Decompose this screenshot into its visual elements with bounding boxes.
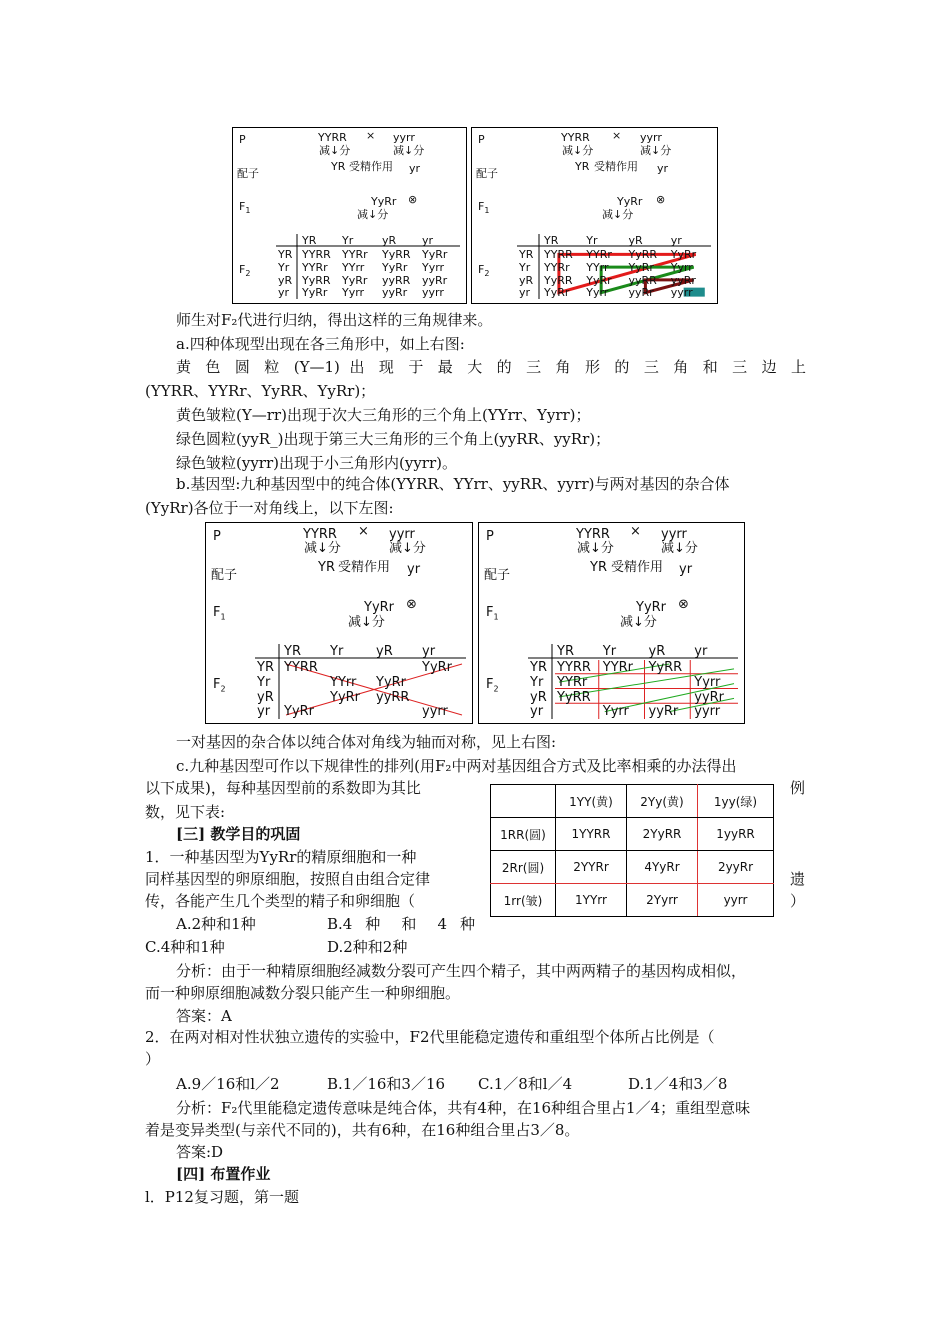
- section-heading: [四] 布置作业: [176, 1165, 271, 1183]
- self-cross-symbol: ⊗: [656, 193, 666, 206]
- gamete-column-header: YR: [557, 644, 574, 659]
- paragraph: 以下成果)，每种基因型前的系数即为其比: [145, 779, 421, 797]
- punnett-cell: yyRR: [376, 689, 410, 705]
- question-text: ）: [790, 892, 806, 910]
- generation-f2-label: $F_2$: [478, 263, 490, 279]
- gamete-label: 配子: [237, 167, 259, 180]
- punnett-cell: YyRr: [670, 248, 697, 261]
- analysis-text: 分析：F₂代里能稳定遗传意味是纯合体，共有4种，在16种组合里占1／4；重组型意味: [176, 1099, 751, 1117]
- punnett-cell: YyRr: [422, 660, 453, 675]
- meiosis-label: 减↓分: [620, 615, 657, 630]
- table-cell: 1yy(绿): [698, 785, 774, 818]
- gamete-row-header: yr: [278, 286, 290, 300]
- cross-symbol: ×: [358, 524, 369, 539]
- punnett-cell: YyRR: [544, 273, 573, 287]
- option: B.1／16和3／16: [327, 1075, 446, 1093]
- generation-f1-label: $F_1$: [239, 200, 251, 216]
- punnett-cell: Yyrr: [342, 286, 365, 300]
- meiosis-label: 减↓分: [577, 541, 614, 556]
- punnett-cell: yyRr: [648, 704, 679, 720]
- gamete-row-header: YR: [530, 660, 547, 675]
- gamete-row-header: Yr: [519, 260, 531, 274]
- option: A.9／16和l／2: [176, 1075, 280, 1093]
- cross-diagram-symmetric: [478, 522, 745, 724]
- punnett-cell: Yyrr: [586, 286, 609, 300]
- cross-diagram-plain: [232, 127, 467, 304]
- paragraph: a.四种体现型出现在各三角形中，如上右图:: [176, 335, 465, 353]
- option: D.2种和2种: [327, 938, 408, 956]
- gamete: yr: [407, 562, 421, 577]
- punnett-cell: yyRR: [382, 273, 411, 287]
- punnett-cell: yyrr: [422, 286, 444, 300]
- meiosis-label: 减↓分: [348, 615, 385, 630]
- gamete-column-header: yr: [422, 234, 434, 247]
- option: C.1／8和l／4: [478, 1075, 573, 1093]
- meiosis-label: 减↓分: [661, 541, 698, 556]
- gamete-row-header: YR: [519, 248, 534, 261]
- gamete: yr: [409, 162, 421, 175]
- gamete-label: 配子: [211, 568, 238, 583]
- gamete-column-header: YR: [544, 234, 559, 247]
- meiosis-label: 减↓分: [389, 541, 426, 556]
- punnett-cell: YyRr: [284, 704, 315, 720]
- punnett-cell: YyRR: [648, 660, 683, 675]
- gamete-column-header: yr: [422, 644, 436, 659]
- punnett-cell: yyRR: [628, 273, 657, 287]
- paragraph: 例: [790, 779, 806, 797]
- gamete-column-header: YR: [284, 644, 301, 659]
- punnett-cell: YyRr: [544, 286, 570, 300]
- meiosis-label: 减↓分: [319, 144, 351, 157]
- paragraph: 黄 色 圆 粒 (Y—1) 出 现 于 最 大 的 三 角 形 的 三 角 和 三 边 上: [176, 358, 806, 376]
- cross-symbol: ×: [612, 129, 622, 142]
- gamete-row-header: yR: [519, 273, 534, 287]
- gamete-row-header: yR: [257, 689, 274, 705]
- punnett-cell: yyrr: [670, 286, 693, 300]
- gamete: yr: [657, 162, 669, 175]
- gamete: YR: [331, 160, 346, 173]
- answer-text: 答案:D: [176, 1143, 224, 1161]
- option: C.4种和1种: [145, 938, 225, 956]
- fertilization-label: 受精作用: [594, 160, 638, 173]
- punnett-cell: YYRr: [586, 248, 612, 261]
- punnett-cell: YyRr: [330, 689, 361, 705]
- homework-item: l．P12复习题，第一题: [145, 1188, 299, 1206]
- analysis-text: 而一种卵原细胞减数分裂只能产生一种卵细胞。: [145, 984, 461, 1002]
- gamete-column-header: YR: [302, 234, 317, 247]
- parent-genotype: YYRR: [318, 131, 347, 144]
- gamete-column-header: yR: [382, 234, 397, 247]
- gamete: YR: [590, 560, 607, 575]
- punnett-cell: YYRr: [557, 674, 588, 690]
- punnett-cell: YyRr: [302, 286, 328, 300]
- option: B.4 种 和 4 种: [327, 915, 475, 933]
- f1-genotype: YyRr: [636, 600, 667, 615]
- question-text: 同样基因型的卵原细胞，按照自由组合定律: [145, 870, 431, 888]
- paragraph: 数，见下表:: [145, 803, 226, 821]
- question-text: 传，各能产生几个类型的精子和卵细胞（: [145, 892, 416, 910]
- gamete-row-header: Yr: [278, 260, 290, 274]
- gamete-column-header: Yr: [602, 644, 617, 659]
- analysis-text: 分析：由于一种精原细胞经减数分裂可产生四个精子，其中两两精子的基因构成相似，: [176, 962, 747, 980]
- meiosis-label: 减↓分: [393, 144, 425, 157]
- parent-genotype: YYRR: [561, 131, 590, 144]
- punnett-cell: YyRR: [557, 689, 591, 705]
- table-cell: 1yyRR: [698, 818, 774, 851]
- gamete-row-header: yr: [257, 704, 271, 720]
- punnett-cell: yyrr: [694, 704, 721, 720]
- table-cell: 2Yy(黄): [627, 785, 698, 818]
- gamete: yr: [679, 562, 693, 577]
- gamete-column-header: yr: [694, 644, 708, 659]
- gamete-row-header: YR: [278, 248, 293, 261]
- punnett-cell: Yyrr: [670, 260, 693, 274]
- parent-genotype: yyrr: [661, 527, 687, 542]
- punnett-cell: YyRr: [422, 248, 448, 261]
- punnett-cell: YyRr: [586, 273, 612, 287]
- paragraph: 师生对F₂代进行归纳，得出这样的三角规律来。: [176, 311, 493, 329]
- option: D.1／4和3／8: [628, 1075, 728, 1093]
- f1-genotype: YyRr: [617, 195, 643, 208]
- question-text: 遗: [790, 870, 806, 888]
- punnett-cell: yyRr: [670, 273, 696, 287]
- table-cell: 1rr(皱): [491, 884, 556, 917]
- meiosis-label: 减↓分: [357, 208, 389, 221]
- punnett-cell: yyrr: [422, 704, 448, 720]
- paragraph: 黄色皱粒(Y—rr)出现于次大三角形的三个角上(YYrr、Yyrr)；: [176, 406, 591, 424]
- analysis-text: 着是变异类型(与亲代不同的)，共有6种，在16种组合里占3／8。: [145, 1121, 580, 1139]
- punnett-cell: YyRR: [628, 248, 658, 261]
- gamete-column-header: Yr: [342, 234, 354, 247]
- cross-diagram-main-diagonals: [205, 522, 473, 724]
- question-text: 2．在两对相对性状独立遗传的实验中，F2代里能稳定遗传和重组型个体所占比例是（: [145, 1028, 715, 1046]
- cross-diagram-triangles: [471, 127, 718, 304]
- paragraph: c.九种基因型可作以下规律性的排列(用F₂中两对基因组合方式及比率相乘的办法得出: [176, 757, 737, 775]
- table-cell: 2YyRR: [627, 818, 698, 851]
- punnett-cell: YyRr: [342, 273, 368, 287]
- punnett-cell: yyRr: [422, 273, 448, 287]
- question-text: 1．一种基因型为YyRr的精原细胞和一种: [145, 848, 417, 866]
- table-cell: 1YYRR: [556, 818, 627, 851]
- punnett-cell: YyRr: [628, 260, 654, 274]
- gamete: YR: [318, 560, 335, 575]
- meiosis-label: 减↓分: [602, 208, 634, 221]
- paragraph: 绿色圆粒(yyR_)出现于第三大三角形的三个角上(yyRR、yyRr)；: [176, 430, 611, 448]
- cross-symbol: ×: [630, 524, 641, 539]
- gamete-column-header: yR: [628, 234, 643, 247]
- section-heading: [三] 教学目的巩固: [176, 825, 301, 843]
- punnett-cell: YyRr: [376, 674, 407, 690]
- parent-genotype: YYRR: [303, 527, 337, 542]
- generation-f2-label: $F_2$: [239, 263, 251, 279]
- gamete-row-header: Yr: [530, 674, 544, 690]
- paragraph: 绿色皱粒(yyrr)出现于小三角形内(yyrr)。: [176, 454, 457, 472]
- punnett-cell: YYrr: [330, 674, 357, 690]
- generation-p-label: P: [213, 529, 221, 544]
- generation-f1-label: $F_1$: [486, 605, 499, 622]
- f1-genotype: YyRr: [371, 195, 397, 208]
- generation-p-label: P: [239, 133, 246, 146]
- generation-f2-label: $F_2$: [486, 677, 499, 694]
- self-cross-symbol: ⊗: [678, 597, 689, 612]
- paragraph: 一对基因的杂合体以纯合体对角线为轴而对称，见上右图:: [176, 733, 557, 751]
- gamete-row-header: Yr: [257, 674, 271, 690]
- punnett-cell: YYRr: [342, 248, 368, 261]
- punnett-cell: Yyrr: [422, 260, 445, 274]
- gamete-column-header: yr: [670, 234, 682, 247]
- table-cell: 2YYRr: [556, 851, 627, 884]
- question-text: ）: [145, 1050, 161, 1068]
- punnett-cell: YYRR: [302, 248, 331, 261]
- self-cross-symbol: ⊗: [408, 193, 418, 206]
- fertilization-label: 受精作用: [349, 160, 393, 173]
- punnett-cell: Yyrr: [602, 704, 629, 720]
- table-cell: 1YY(黄): [556, 785, 627, 818]
- punnett-cell: YYrr: [342, 260, 365, 274]
- punnett-cell: YYRr: [302, 260, 328, 274]
- generation-f1-label: $F_1$: [478, 200, 490, 216]
- meiosis-label: 减↓分: [304, 541, 341, 556]
- punnett-cell: Yyrr: [694, 674, 721, 690]
- punnett-cell: YYRr: [602, 660, 634, 675]
- fertilization-label: 受精作用: [338, 560, 391, 575]
- gamete-column-header: Yr: [330, 644, 344, 659]
- option: A.2种和1种: [176, 915, 256, 933]
- parent-genotype: yyrr: [640, 131, 662, 144]
- gamete-row-header: yR: [530, 689, 547, 705]
- punnett-cell: yyRr: [382, 286, 408, 300]
- gamete-row-header: yr: [530, 704, 544, 720]
- punnett-cell: YYRR: [557, 660, 591, 675]
- punnett-cell: YYrr: [586, 260, 609, 274]
- punnett-cell: YyRr: [382, 260, 408, 274]
- punnett-cell: YYRR: [284, 660, 318, 675]
- punnett-cell: YYRr: [544, 260, 570, 274]
- self-cross-symbol: ⊗: [406, 597, 417, 612]
- table-cell: 1RR(圆): [491, 818, 556, 851]
- generation-f1-label: $F_1$: [213, 605, 226, 622]
- paragraph: (YYRR、YYRr、YyRR、YyRr)；: [145, 382, 376, 400]
- punnett-cell: yyRr: [628, 286, 654, 300]
- parent-genotype: YYRR: [576, 527, 610, 542]
- table-cell: 2Rr(圆): [491, 851, 556, 884]
- gamete-row-header: yr: [519, 286, 531, 300]
- gamete-row-header: YR: [257, 660, 274, 675]
- parent-genotype: yyrr: [389, 527, 415, 542]
- paragraph: b.基因型:九种基因型中的纯合体(YYRR、YYrr、yyRR、yyrr)与两对基因的杂合体: [176, 475, 730, 493]
- gamete-column-header: yR: [376, 644, 393, 659]
- table-cell: 1YYrr: [556, 884, 627, 917]
- table-cell: yyrr: [698, 884, 774, 917]
- generation-f2-label: $F_2$: [213, 677, 226, 694]
- punnett-cell: YYRR: [544, 248, 573, 261]
- gamete-label: 配子: [476, 167, 498, 180]
- punnett-cell: yyRr: [694, 689, 725, 705]
- generation-p-label: P: [486, 529, 494, 544]
- answer-text: 答案：A: [176, 1007, 232, 1025]
- parent-genotype: yyrr: [393, 131, 415, 144]
- gamete: YR: [575, 160, 590, 173]
- f1-genotype: YyRr: [364, 600, 395, 615]
- table-cell: 2yyRr: [698, 851, 774, 884]
- gamete-label: 配子: [484, 568, 511, 583]
- fertilization-label: 受精作用: [611, 560, 664, 575]
- cross-symbol: ×: [366, 129, 376, 142]
- meiosis-label: 减↓分: [640, 144, 672, 157]
- generation-p-label: P: [478, 133, 485, 146]
- meiosis-label: 减↓分: [562, 144, 594, 157]
- gamete-row-header: yR: [278, 273, 293, 287]
- table-cell: 4YyRr: [627, 851, 698, 884]
- table-cell: 2Yyrr: [627, 884, 698, 917]
- gamete-column-header: Yr: [586, 234, 598, 247]
- table-cell: [491, 785, 556, 818]
- gamete-column-header: yR: [648, 644, 666, 659]
- punnett-cell: YyRR: [382, 248, 411, 261]
- punnett-cell: YyRR: [302, 273, 331, 287]
- paragraph: (YyRr)各位于一对角线上，以下左图:: [145, 499, 394, 517]
